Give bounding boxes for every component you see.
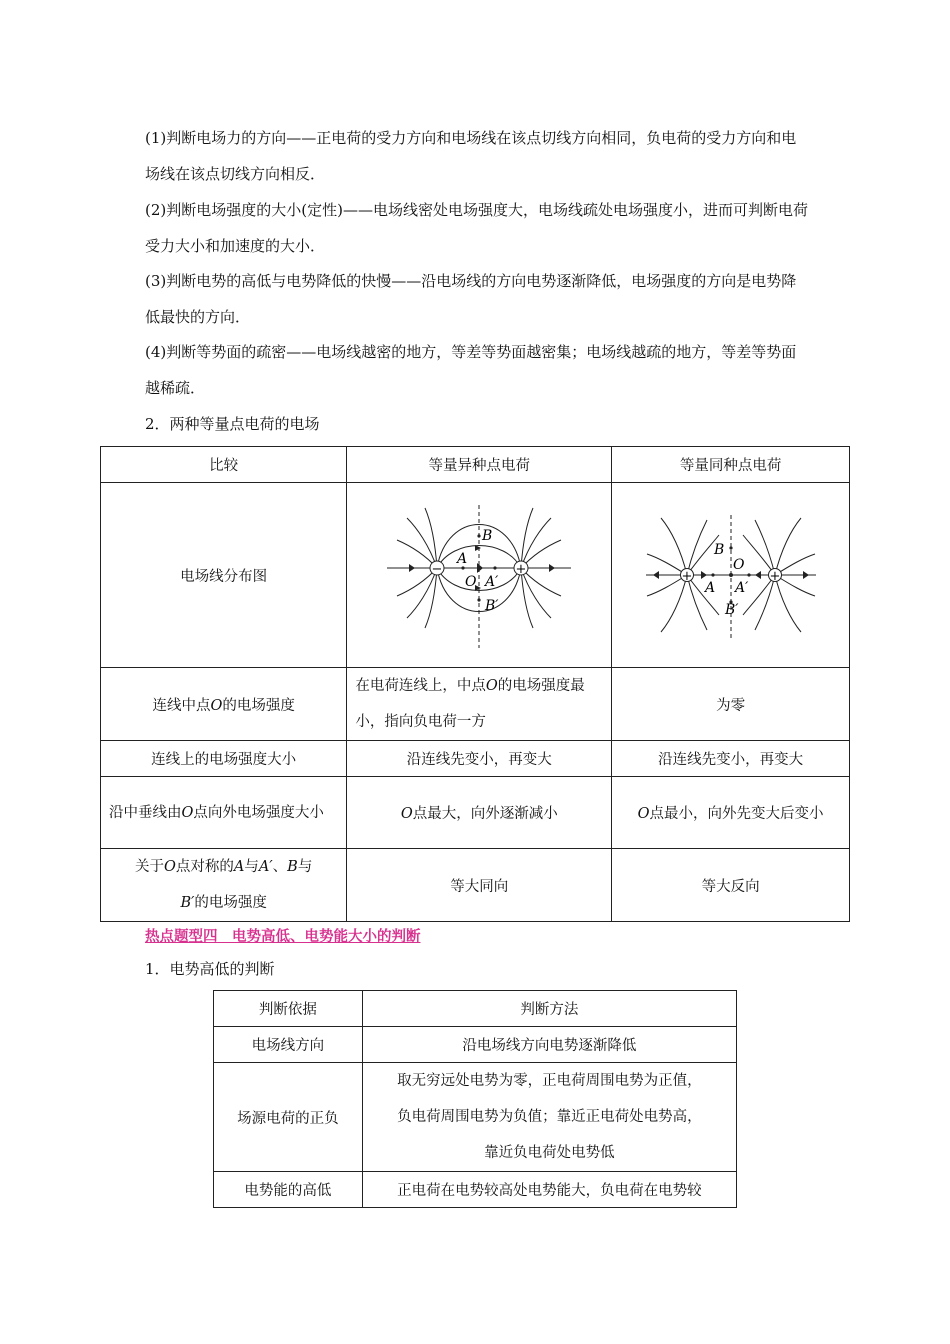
label-O: O [732, 557, 745, 573]
label-A-prime: A′ [485, 574, 499, 590]
paragraph-2: (2)判断电场强度的大小(定性)——电场线密处电场强度大，电场线疏处电场强度小，进而可判断电荷受力大小和加速度的大小． [145, 201, 808, 255]
header-basis: 判断依据 [214, 991, 363, 1027]
row-value-same: 沿连线先变小，再变大 [612, 741, 850, 777]
row-method: 沿电场线方向电势逐渐降低 [362, 1027, 736, 1063]
label-B: B [482, 528, 493, 544]
method-line: 取无穷远处电势为零，正电荷周围电势为正值， [397, 1073, 702, 1089]
row-value-same: 等大反向 [612, 849, 850, 922]
label-B-prime: B′ [485, 598, 499, 614]
section-2-title: 2．两种等量点电荷的电场 [145, 415, 320, 433]
positive-charge-symbol: + [515, 562, 527, 577]
row-value-opposite: 在电荷连线上，中点O的电场强度最小，指向负电荷一方 [347, 668, 612, 741]
header-compare: 比较 [101, 447, 347, 483]
header-opposite: 等量异种点电荷 [347, 447, 612, 483]
same-charge-diagram-cell [612, 483, 850, 668]
point-charge-comparison-table [100, 446, 850, 922]
label-O: O [465, 574, 477, 590]
row-value-opposite: O点最大，向外逐渐减小 [347, 777, 612, 849]
table-row [214, 1172, 737, 1208]
table-row [214, 1063, 737, 1172]
table-row [214, 1027, 737, 1063]
label-A-prime: A′ [734, 580, 748, 596]
table-header-row [214, 991, 737, 1027]
table-row [101, 668, 850, 741]
row-value-opposite: 沿连线先变小，再变大 [347, 741, 612, 777]
table-row [101, 777, 850, 849]
positive-charge-right-symbol: + [769, 569, 781, 584]
table-header-row [101, 447, 850, 483]
row-label: 场源电荷的正负 [214, 1063, 363, 1172]
table-row [101, 483, 850, 668]
diagram-row-label: 电场线分布图 [101, 483, 347, 668]
potential-section-title: 1．电势高低的判断 [145, 960, 275, 978]
paragraph-3: (3)判断电势的高低与电势降低的快慢——沿电场线的方向电势逐渐降低，电场强度的方向是电势降低最快的方向． [145, 272, 797, 326]
row-label: 电场线方向 [214, 1027, 363, 1063]
opposite-charge-field-diagram [379, 500, 579, 650]
row-label: 连线中点O的电场强度 [101, 668, 347, 741]
paragraph-1: (1)判断电场力的方向——正电荷的受力方向和电场线在该点切线方向相同，负电荷的受力方向和电场线在该点切线方向相反． [145, 129, 797, 183]
label-A: A [704, 580, 715, 596]
opposite-charge-diagram-cell [347, 483, 612, 668]
row-method: 正电荷在电势较高处电势能大，负电荷在电势较 [362, 1172, 736, 1208]
row-value-same: 为零 [612, 668, 850, 741]
row-label: 关于O点对称的A与A′、B与 B′的电场强度 [101, 849, 347, 922]
label-A: A [457, 551, 468, 567]
row-label: 沿中垂线由O点向外电场强度大小 [101, 777, 347, 849]
row-label: 电势能的高低 [214, 1172, 363, 1208]
row-value-same: O点最小，向外先变大后变小 [612, 777, 850, 849]
table-row [101, 849, 850, 922]
label-B: B [713, 542, 724, 558]
table-row [101, 741, 850, 777]
hot-topic-title: 热点题型四 电势高低、电势能大小的判断 [145, 928, 421, 945]
header-same: 等量同种点电荷 [612, 447, 850, 483]
row-method [362, 1063, 736, 1172]
paragraph-4: (4)判断等势面的疏密——电场线越密的地方，等差等势面越密集；电场线越疏的地方，等差等势面越稀疏． [145, 343, 797, 397]
negative-charge-symbol: − [431, 562, 443, 577]
label-B-prime: B′ [724, 602, 739, 618]
row-value-opposite: 等大同向 [347, 849, 612, 922]
positive-charge-left-symbol: + [681, 569, 693, 584]
header-method: 判断方法 [362, 991, 736, 1027]
method-line: 靠近负电荷处电势低 [484, 1145, 615, 1161]
row-label: 连线上的电场强度大小 [101, 741, 347, 777]
same-charge-field-diagram [641, 510, 821, 640]
method-line: 负电荷周围电势为负值；靠近正电荷处电势高， [397, 1109, 702, 1125]
potential-judgment-table [213, 990, 737, 1208]
